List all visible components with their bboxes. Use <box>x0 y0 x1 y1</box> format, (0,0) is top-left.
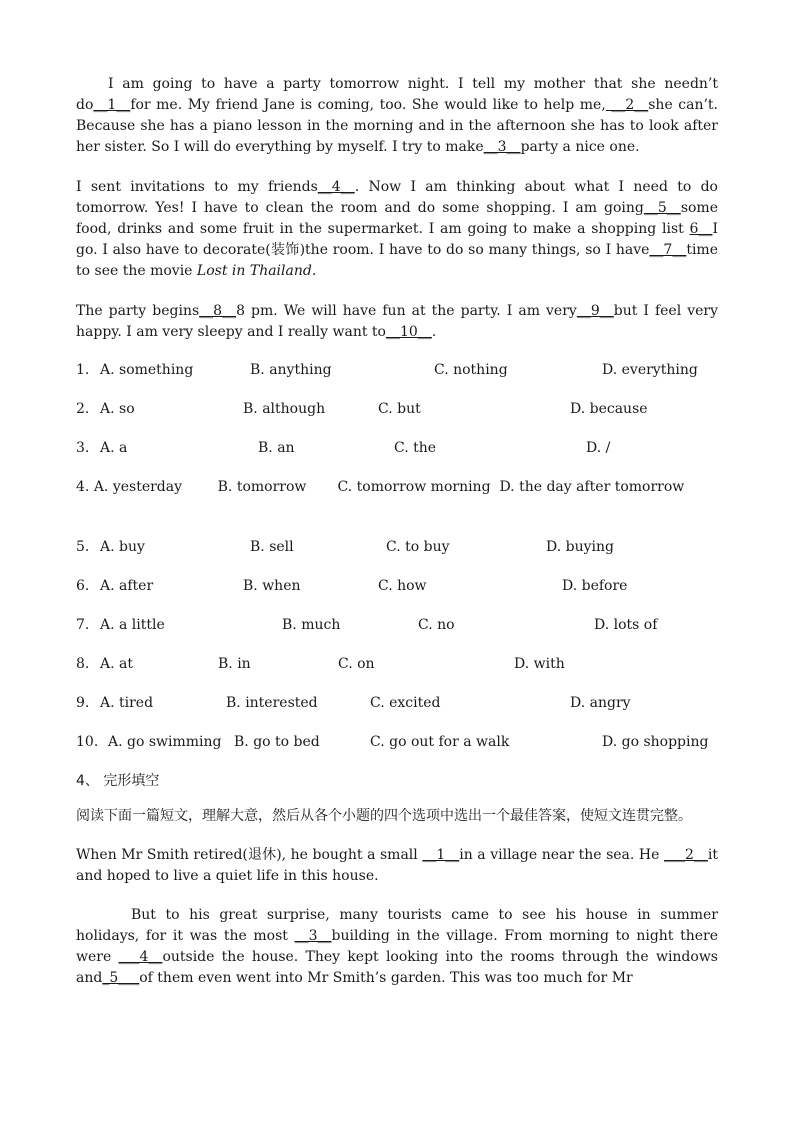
blank-1: __1__ <box>93 97 131 113</box>
blank-3: __3__ <box>294 928 332 944</box>
blank-9: __9__ <box>576 303 614 319</box>
blank-2: ___2__ <box>663 847 708 863</box>
option-d[interactable]: D. because <box>570 401 648 417</box>
question-number: 8. <box>76 656 90 672</box>
option-b[interactable]: B. tomorrow <box>217 479 307 495</box>
section-instruction: 阅读下面一篇短文，理解大意，然后从各个小题的四个选项中选出一个最佳答案，使短文连贯完整。 <box>76 808 692 824</box>
option-b[interactable]: B. interested <box>226 695 318 711</box>
option-c[interactable]: C. on <box>338 656 375 672</box>
option-a[interactable]: A. a little <box>100 617 165 633</box>
text: she can’t. Because she has a piano lesson in the morning and in the afternoon she has to look after her sister. So I will do everything by myself. I try to make <box>76 97 719 155</box>
option-a[interactable]: A. after <box>100 578 154 594</box>
text: I sent invitations to my friends <box>76 179 318 195</box>
passage1-paragraph-2 <box>76 177 718 282</box>
passage1-paragraph-3 <box>76 301 718 343</box>
text: of them even went into Mr Smith’s garden. This was too much for Mr <box>139 970 633 986</box>
question-10 <box>76 732 718 753</box>
option-b[interactable]: B. go to bed <box>234 734 320 750</box>
question-number: 9. <box>76 695 90 711</box>
option-d[interactable]: D. the day after tomorrow <box>499 479 685 495</box>
option-d[interactable]: D. buying <box>546 539 614 555</box>
option-a[interactable]: A. go swimming <box>108 734 222 750</box>
question-9 <box>76 693 718 714</box>
option-b[interactable]: B. when <box>243 578 301 594</box>
text: building in the village. From morning to night there were <box>76 928 718 965</box>
blank-4: __4__ <box>317 179 355 195</box>
text: But to his great surprise, many tourists came to see his house in summer holidays, for it was the most <box>76 907 718 944</box>
text: I am going to have a party tomorrow night. I tell my mother that she needn’t do <box>76 76 718 113</box>
blank-3: __3__ <box>483 139 521 155</box>
question-2 <box>76 399 718 420</box>
text: The party begins <box>76 303 200 319</box>
option-a[interactable]: A. a <box>100 440 128 456</box>
text: . Now I am thinking about what I need to do tomorrow. Yes! I have to clean the room and do some shopping. I am going <box>76 179 718 216</box>
blank-10: __10__ <box>385 324 432 340</box>
question-number: 4. <box>76 479 90 495</box>
movie-title: Lost in Thailand <box>196 263 312 279</box>
text: for me. My friend Jane is coming, too. She would like to help me, <box>130 97 606 113</box>
option-d[interactable]: D. with <box>514 656 565 672</box>
blank-1: __1__ <box>422 847 460 863</box>
section-heading: 4、 完形填空 <box>76 773 160 789</box>
option-c[interactable]: C. to buy <box>386 539 450 555</box>
blank-5: _5___ <box>102 970 140 986</box>
option-a[interactable]: A. so <box>100 401 135 417</box>
text: . <box>431 324 437 340</box>
question-6 <box>76 576 718 597</box>
option-d[interactable]: D. everything <box>602 362 698 378</box>
option-a[interactable]: A. something <box>100 362 194 378</box>
text: I go. I also have to decorate(装饰)the room. I have to do so many things, so I have <box>76 221 718 258</box>
option-c[interactable]: C. excited <box>370 695 441 711</box>
option-a[interactable]: A. yesterday <box>93 479 183 495</box>
question-8 <box>76 654 718 675</box>
option-a[interactable]: A. buy <box>100 539 145 555</box>
question-number: 1. <box>76 362 90 378</box>
question-number: 7. <box>76 617 90 633</box>
text: some food, drinks and some fruit in the supermarket. I am going to make a shopping list <box>76 200 718 237</box>
text: . <box>311 263 317 279</box>
passage2-paragraph-1 <box>76 845 718 887</box>
option-b[interactable]: B. anything <box>250 362 332 378</box>
question-1 <box>76 360 718 381</box>
option-c[interactable]: C. but <box>378 401 421 417</box>
blank-2: __2__ <box>605 97 649 113</box>
blank-6: 6__ <box>689 221 713 237</box>
option-a[interactable]: A. at <box>100 656 133 672</box>
question-number: 2. <box>76 401 90 417</box>
option-d[interactable]: D. / <box>586 440 611 456</box>
text: it and hoped to live a quiet life in this house. <box>76 847 718 884</box>
passage1-paragraph-1 <box>76 74 718 158</box>
passage2-paragraph-2 <box>76 905 718 989</box>
option-c[interactable]: C. no <box>418 617 455 633</box>
question-number: 3. <box>76 440 90 456</box>
blank-8: __8__ <box>199 303 237 319</box>
question-3 <box>76 438 718 459</box>
question-7 <box>76 615 718 636</box>
option-d[interactable]: D. go shopping <box>602 734 709 750</box>
option-d[interactable]: D. lots of <box>594 617 658 633</box>
option-b[interactable]: B. an <box>258 440 295 456</box>
option-c[interactable]: C. the <box>394 440 437 456</box>
option-c[interactable]: C. nothing <box>434 362 508 378</box>
blank-5: __5__ <box>643 200 681 216</box>
text: in a village near the sea. He <box>459 847 660 863</box>
question-number: 5. <box>76 539 90 555</box>
option-b[interactable]: B. although <box>243 401 326 417</box>
text: 8 pm. We will have fun at the party. I am very <box>236 303 577 319</box>
question-number: 6. <box>76 578 90 594</box>
option-b[interactable]: B. in <box>218 656 251 672</box>
text: party a nice one. <box>520 139 640 155</box>
question-number: 10. <box>76 734 99 750</box>
option-d[interactable]: D. angry <box>570 695 631 711</box>
blank-7: __7__ <box>649 242 687 258</box>
text: time to see the movie <box>76 242 718 279</box>
option-c[interactable]: C. go out for a walk <box>370 734 510 750</box>
option-d[interactable]: D. before <box>562 578 628 594</box>
blank-4: ___4__ <box>118 949 163 965</box>
text: but I feel very happy. I am very sleepy and I really want to <box>76 303 719 340</box>
option-b[interactable]: B. sell <box>250 539 294 555</box>
text: When Mr Smith retired(退休), he bought a small <box>76 847 418 863</box>
option-b[interactable]: B. much <box>282 617 341 633</box>
option-a[interactable]: A. tired <box>100 695 154 711</box>
worksheet-page <box>76 74 718 989</box>
option-c[interactable]: C. how <box>378 578 427 594</box>
question-5 <box>76 537 718 558</box>
text: outside the house. They kept looking into the rooms through the windows and <box>76 949 718 986</box>
option-c[interactable]: C. tomorrow morning <box>337 479 491 495</box>
question-4 <box>76 477 718 519</box>
